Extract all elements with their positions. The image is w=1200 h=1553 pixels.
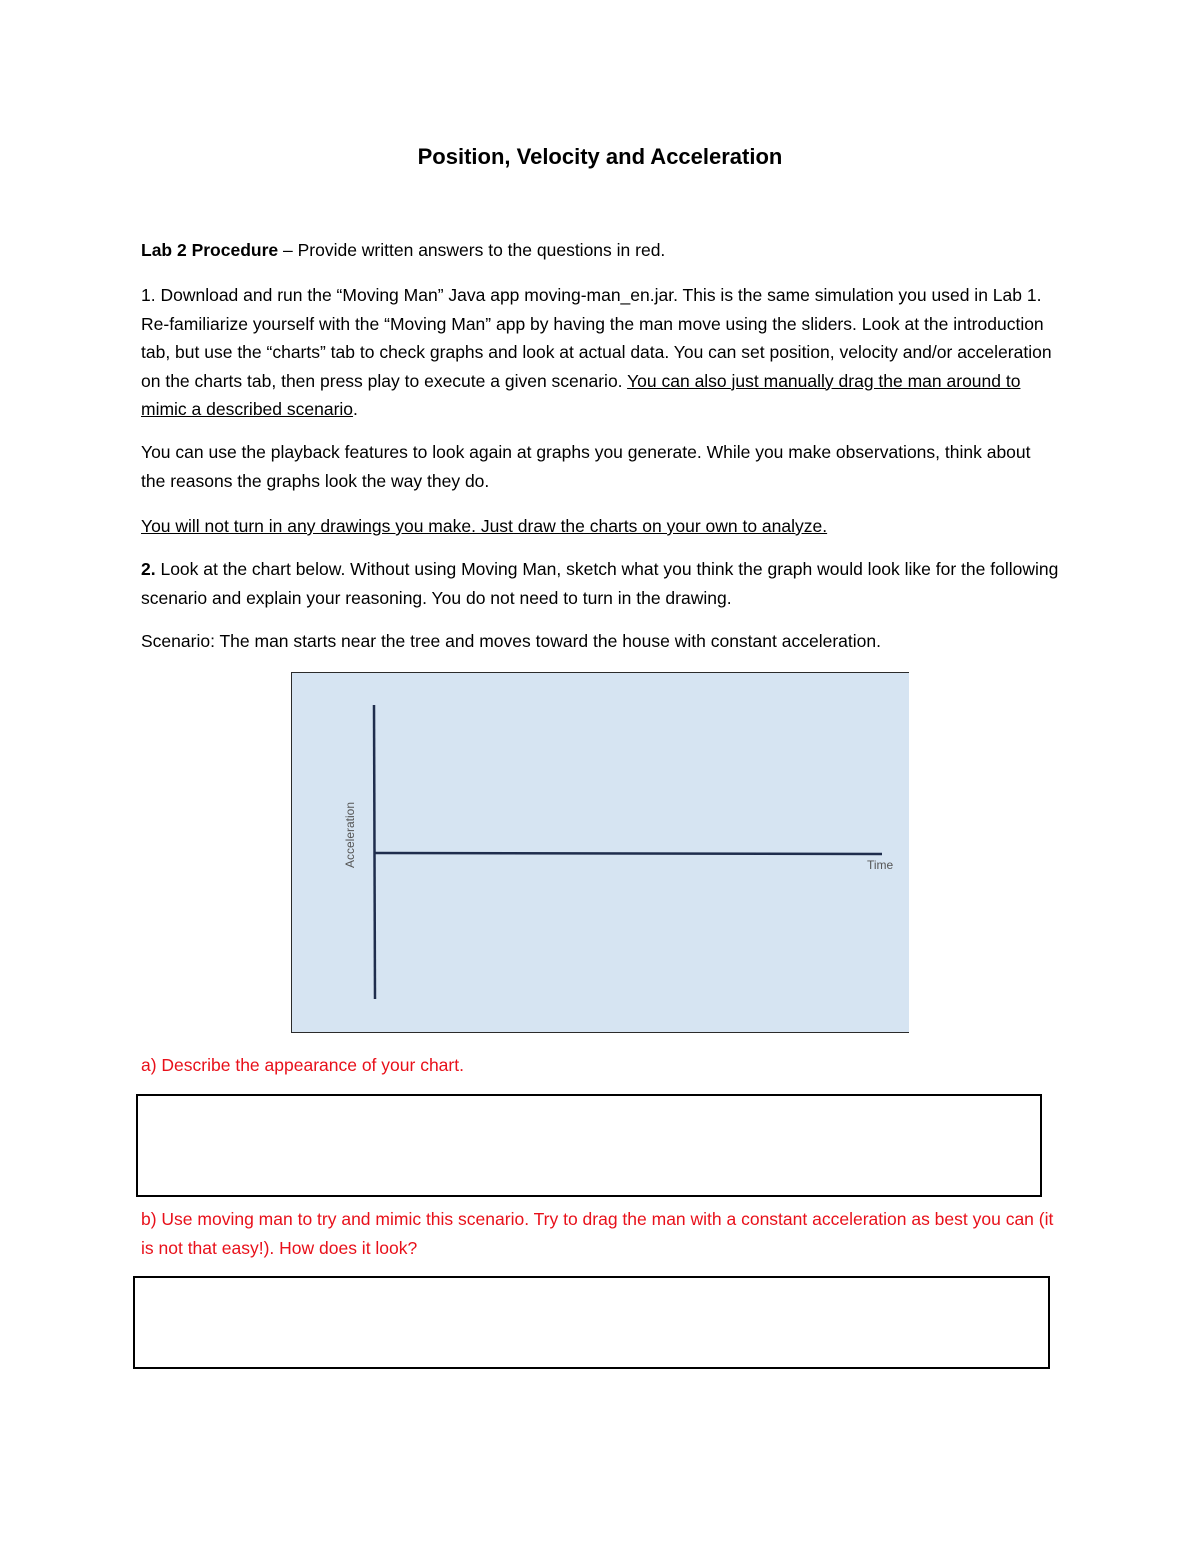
answer-box-a[interactable] xyxy=(136,1094,1042,1197)
step1-text: 1. Download and run the “Moving Man” Java app moving-man_en.jar. This is the same simulation you used in Lab 1. Re-familiarize yourself with the “Moving Man” app by having the man move using the sliders. Look at the introduction tab, but use the “charts” tab to check graphs and look at actual data. You can set position, velocity and/or acceleration on the charts tab, then press play to execute a given scenario. xyxy=(141,285,1052,391)
x-axis-label: Time xyxy=(867,858,894,872)
playback-paragraph: You can use the playback features to look again at graphs you generate. While you make observations, think about the reasons the graphs look the way they do. xyxy=(141,442,1031,491)
question-b: b) Use moving man to try and mimic this scenario. Try to drag the man with a constant acceleration as best you can (it is not that easy!). How does it look? xyxy=(141,1209,1054,1258)
question-a: a) Describe the appearance of your chart. xyxy=(141,1055,464,1075)
acceleration-time-chart xyxy=(291,672,909,1033)
note-paragraph xyxy=(141,512,1059,541)
x-axis-line xyxy=(374,853,882,854)
y-axis-label: Acceleration xyxy=(343,801,357,869)
note-text: You will not turn in any drawings you make. Just draw the charts on your own to analyze. xyxy=(141,516,828,536)
page-title: Position, Velocity and Acceleration xyxy=(417,144,783,169)
intro-paragraph xyxy=(141,236,1059,265)
scenario-text: The man starts near the tree and moves toward the house with constant acceleration. xyxy=(214,631,881,651)
intro-lead: Lab 2 Procedure xyxy=(141,240,279,260)
step2-text: Look at the chart below. Without using Moving Man, sketch what you think the graph would look like for the following scenario and explain your reasoning. You do not need to turn in the drawing. xyxy=(141,559,1059,608)
step2-paragraph xyxy=(141,555,1059,612)
scenario-label: Scenario: xyxy=(141,631,215,651)
intro-text: – Provide written answers to the questions in red. xyxy=(278,240,666,260)
scenario-paragraph xyxy=(141,627,1059,656)
step1-end: . xyxy=(353,399,358,419)
answer-box-b[interactable] xyxy=(133,1276,1050,1369)
step1-underlined: You can also just manually drag the man around to mimic a described scenario xyxy=(141,370,1021,419)
chart-svg xyxy=(292,673,910,1034)
step1-paragraph xyxy=(141,281,1059,424)
step2-lead: 2. xyxy=(141,559,156,579)
